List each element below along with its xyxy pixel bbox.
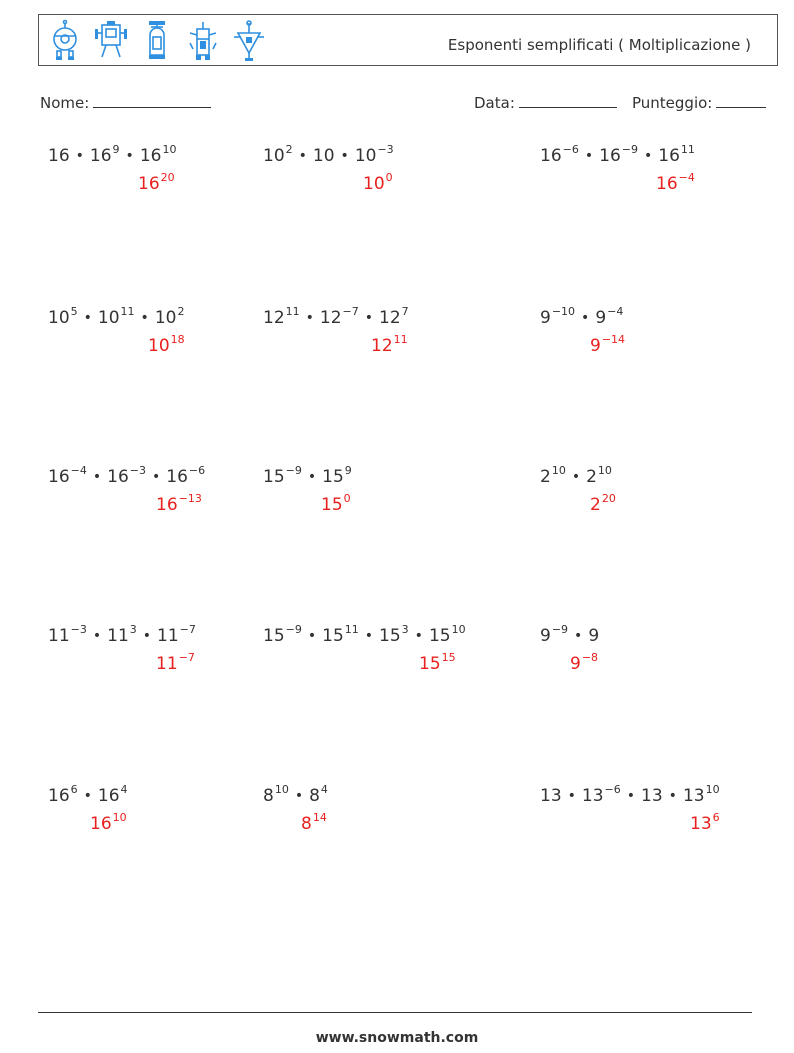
problem-14 <box>263 783 328 834</box>
term-base: 11 <box>107 626 129 646</box>
multiply-dot: • <box>581 310 590 326</box>
term-base: 10 <box>312 146 335 166</box>
term-base: 16 <box>97 786 120 806</box>
score-label: Punteggio: <box>632 94 713 112</box>
answer-exponent: 6 <box>712 811 720 824</box>
problem-expression <box>540 143 695 166</box>
term-base: 16 <box>139 146 162 166</box>
term-base: 13 <box>682 786 705 806</box>
term-base: 12 <box>263 308 285 328</box>
term-base: 13 <box>581 786 604 806</box>
term-base: 15 <box>322 626 344 646</box>
problem-expression <box>48 464 206 487</box>
problem-5 <box>263 305 409 356</box>
answer <box>301 811 327 834</box>
term-base: 2 <box>540 467 551 487</box>
term-exponent: 4 <box>120 783 128 796</box>
multiply-dot: • <box>574 628 583 644</box>
problem-3 <box>540 143 695 194</box>
answer <box>363 171 393 194</box>
problem-2 <box>263 143 394 194</box>
term-base: 16 <box>48 467 70 487</box>
problem-11 <box>263 623 466 674</box>
multiply-dot: • <box>307 469 317 485</box>
robot-triangle-icon <box>231 19 267 63</box>
multiply-dot: • <box>364 628 374 644</box>
term-base: 11 <box>157 626 179 646</box>
problem-expression <box>263 143 394 166</box>
term-base: 9 <box>595 308 607 328</box>
problem-expression <box>540 464 612 487</box>
term-exponent: 6 <box>70 783 78 796</box>
term-base: 2 <box>586 467 597 487</box>
term-base: 16 <box>540 146 562 166</box>
term-exponent: −4 <box>70 464 87 477</box>
answer-exponent: 0 <box>385 171 393 184</box>
answer <box>156 492 202 515</box>
answer-base: 13 <box>690 814 712 834</box>
multiply-dot: • <box>75 148 84 164</box>
answer <box>90 811 127 834</box>
term-exponent: −6 <box>188 464 206 477</box>
term-exponent: −3 <box>70 623 87 636</box>
answer-exponent: 11 <box>393 333 408 346</box>
term-exponent: 9 <box>344 464 352 477</box>
multiply-dot: • <box>340 148 349 164</box>
term-base: 8 <box>263 786 274 806</box>
term-base: 15 <box>322 467 344 487</box>
term-base: 16 <box>48 146 70 166</box>
term-exponent: 11 <box>120 305 135 318</box>
term-exponent: 10 <box>705 783 720 796</box>
term-exponent: 2 <box>177 305 185 318</box>
answer <box>419 651 456 674</box>
multiply-dot: • <box>571 469 581 485</box>
name-label: Nome: <box>40 94 90 112</box>
term-base: 16 <box>658 146 680 166</box>
answer-exponent: 18 <box>170 333 185 346</box>
answer-base: 11 <box>156 654 178 674</box>
problem-expression <box>48 783 128 806</box>
term-base: 9 <box>540 308 551 328</box>
term-base: 16 <box>89 146 112 166</box>
term-exponent: 3 <box>129 623 137 636</box>
answer-base: 12 <box>371 336 393 356</box>
answer <box>371 333 408 356</box>
term-exponent: 4 <box>320 783 328 796</box>
problem-1 <box>48 143 177 194</box>
footer-rule <box>38 1012 752 1013</box>
robot-round-icon <box>47 19 83 63</box>
answer-base: 16 <box>156 495 178 515</box>
term-base: 16 <box>599 146 621 166</box>
term-base: 10 <box>48 308 70 328</box>
answer-exponent: 20 <box>160 171 175 184</box>
problem-9 <box>540 464 616 515</box>
worksheet-title: Esponenti semplificati ( Moltiplicazione ) <box>447 36 751 54</box>
term-exponent: −6 <box>562 143 579 156</box>
problem-13 <box>48 783 128 834</box>
problem-8 <box>263 464 352 515</box>
term-exponent: −7 <box>342 305 359 318</box>
multiply-dot: • <box>626 788 636 804</box>
answer <box>690 811 720 834</box>
answer <box>156 651 195 674</box>
term-exponent: 9 <box>112 143 120 156</box>
score-line[interactable] <box>716 93 766 108</box>
answer <box>590 333 626 356</box>
term-exponent: −9 <box>285 623 302 636</box>
term-base: 10 <box>354 146 377 166</box>
term-base: 13 <box>641 786 663 806</box>
answer-base: 10 <box>363 174 385 194</box>
problem-expression <box>540 783 720 806</box>
problem-expression <box>263 623 466 646</box>
term-exponent: −3 <box>377 143 394 156</box>
answer <box>321 492 351 515</box>
term-base: 9 <box>588 626 600 646</box>
multiply-dot: • <box>142 628 152 644</box>
term-base: 16 <box>107 467 129 487</box>
answer-base: 15 <box>419 654 441 674</box>
term-exponent: 10 <box>451 623 466 636</box>
multiply-dot: • <box>92 469 102 485</box>
answer-exponent: −7 <box>178 651 195 664</box>
answer-base: 2 <box>590 495 601 515</box>
problem-7 <box>48 464 206 515</box>
multiply-dot: • <box>92 628 102 644</box>
footer-url: www.snowmath.com <box>315 1030 479 1046</box>
answer-exponent: −14 <box>601 333 626 346</box>
answer <box>656 171 695 194</box>
problem-expression <box>540 623 600 646</box>
name-line[interactable] <box>93 93 211 108</box>
problem-15 <box>540 783 720 834</box>
answer-exponent: −13 <box>178 492 202 505</box>
answer <box>590 492 616 515</box>
problem-10 <box>48 623 196 674</box>
multiply-dot: • <box>83 310 92 326</box>
term-exponent: −9 <box>551 623 569 636</box>
answer <box>138 171 175 194</box>
robot-tall-icon <box>185 19 221 63</box>
answer-base: 9 <box>570 654 581 674</box>
term-exponent: −6 <box>604 783 621 796</box>
term-base: 10 <box>97 308 120 328</box>
answer-base: 16 <box>138 174 160 194</box>
problem-12 <box>540 623 600 674</box>
term-exponent: −9 <box>285 464 302 477</box>
answer-base: 16 <box>90 814 112 834</box>
term-base: 10 <box>263 146 285 166</box>
answer-base: 10 <box>148 336 170 356</box>
answer-exponent: 10 <box>112 811 127 824</box>
robot-square-icon <box>93 19 129 63</box>
multiply-dot: • <box>584 148 594 164</box>
term-base: 12 <box>379 308 401 328</box>
term-base: 15 <box>379 626 401 646</box>
multiply-dot: • <box>307 628 317 644</box>
answer <box>570 651 599 674</box>
name-field <box>40 93 211 112</box>
problem-expression <box>48 623 196 646</box>
answer-exponent: 15 <box>441 651 456 664</box>
robot-icons <box>47 19 267 63</box>
answer-exponent: −4 <box>678 171 695 184</box>
term-base: 9 <box>540 626 551 646</box>
term-base: 15 <box>263 467 285 487</box>
header-box <box>38 14 778 66</box>
date-label: Data: <box>474 94 515 112</box>
multiply-dot: • <box>140 310 149 326</box>
term-exponent: 10 <box>274 783 289 796</box>
problem-6 <box>540 305 626 356</box>
term-exponent: −9 <box>621 143 638 156</box>
term-base: 11 <box>48 626 70 646</box>
term-base: 16 <box>166 467 188 487</box>
term-exponent: 10 <box>597 464 612 477</box>
problem-expression <box>48 305 185 328</box>
multiply-dot: • <box>298 148 307 164</box>
answer-base: 16 <box>656 174 678 194</box>
problem-expression <box>48 143 177 166</box>
term-exponent: 11 <box>680 143 695 156</box>
multiply-dot: • <box>668 788 677 804</box>
term-base: 15 <box>263 626 285 646</box>
multiply-dot: • <box>294 788 304 804</box>
term-base: 15 <box>428 626 451 646</box>
answer-exponent: −8 <box>581 651 599 664</box>
term-base: 8 <box>309 786 320 806</box>
term-base: 16 <box>48 786 70 806</box>
term-exponent: 10 <box>162 143 177 156</box>
answer-base: 15 <box>321 495 343 515</box>
term-exponent: −3 <box>129 464 146 477</box>
term-exponent: −7 <box>179 623 196 636</box>
multiply-dot: • <box>567 788 576 804</box>
problem-expression <box>263 305 409 328</box>
multiply-dot: • <box>643 148 653 164</box>
term-exponent: 2 <box>285 143 293 156</box>
multiply-dot: • <box>414 628 423 644</box>
term-exponent: 11 <box>285 305 300 318</box>
problem-expression <box>263 464 352 487</box>
multiply-dot: • <box>151 469 161 485</box>
problem-4 <box>48 305 185 356</box>
score-field <box>632 93 766 112</box>
answer-exponent: 14 <box>312 811 327 824</box>
term-base: 12 <box>319 308 342 328</box>
answer-exponent: 0 <box>343 492 351 505</box>
problem-expression <box>263 783 328 806</box>
term-exponent: 11 <box>344 623 359 636</box>
multiply-dot: • <box>364 310 374 326</box>
multiply-dot: • <box>125 148 134 164</box>
robot-capsule-icon <box>139 19 175 63</box>
term-exponent: 10 <box>551 464 566 477</box>
term-exponent: −4 <box>607 305 624 318</box>
term-exponent: −10 <box>551 305 576 318</box>
answer-base: 9 <box>590 336 601 356</box>
date-field <box>474 93 617 112</box>
term-base: 10 <box>154 308 177 328</box>
term-exponent: 3 <box>401 623 409 636</box>
date-line[interactable] <box>519 93 617 108</box>
term-base: 13 <box>540 786 562 806</box>
problem-expression <box>540 305 624 328</box>
answer <box>148 333 185 356</box>
answer-base: 8 <box>301 814 312 834</box>
multiply-dot: • <box>83 788 92 804</box>
term-exponent: 5 <box>70 305 78 318</box>
answer-exponent: 20 <box>601 492 616 505</box>
term-exponent: 7 <box>401 305 409 318</box>
multiply-dot: • <box>305 310 314 326</box>
